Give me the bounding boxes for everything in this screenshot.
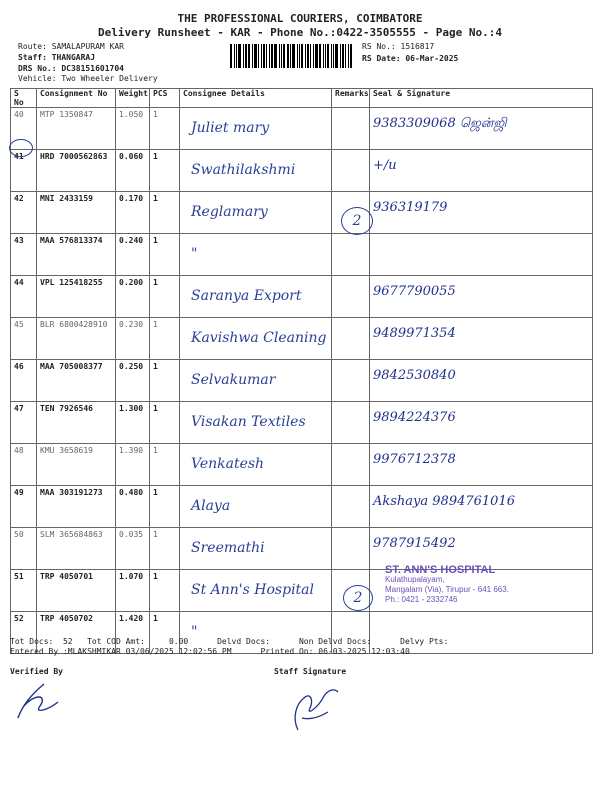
weight-cell: 0.060 — [116, 150, 150, 192]
verifier-signature — [14, 680, 64, 722]
consignee-cell — [180, 570, 332, 612]
consignee-cell — [180, 318, 332, 360]
seal-signature: 9677790055 — [373, 284, 456, 299]
sno-cell: 50 — [11, 528, 37, 570]
staff-label: Staff: THANGARAJ — [18, 53, 96, 62]
barcode-bar — [313, 44, 314, 68]
barcode-bar — [327, 44, 329, 68]
sno-cell: 43 — [11, 234, 37, 276]
barcode-bar — [310, 44, 311, 68]
seal-signature: 9787915492 — [373, 536, 456, 551]
vehicle-label: Vehicle: Two Wheeler Delivery — [18, 74, 158, 83]
barcode-bar — [263, 44, 265, 68]
consignment-cell: MAA 303191273 — [37, 486, 116, 528]
weight-cell: 0.200 — [116, 276, 150, 318]
sno-cell: 42 — [11, 192, 37, 234]
column-header: PCS — [150, 89, 180, 108]
document-subtitle: Delivery Runsheet - KAR - Phone No.:0422-3505555 - Page No.:4 — [98, 26, 502, 39]
consignment-cell: HRD 7000562863 — [37, 150, 116, 192]
consignment-cell: MTP 1350847 — [37, 108, 116, 150]
weight-cell: 0.240 — [116, 234, 150, 276]
seal-signature-cell — [370, 318, 593, 360]
barcode-bar — [254, 44, 257, 68]
barcode-bar — [333, 44, 334, 68]
remarks-cell — [332, 528, 370, 570]
stamp-line: Kulathupalayam, — [385, 575, 445, 584]
barcode-bar — [230, 44, 232, 68]
consignment-cell: MAA 705008377 — [37, 360, 116, 402]
seal-signature: 9976712378 — [373, 452, 456, 467]
barcode-bar — [342, 44, 344, 68]
sno-cell: 48 — [11, 444, 37, 486]
remark-mark: 2 — [341, 207, 373, 235]
column-header: Remarks — [332, 89, 370, 108]
barcode-bar — [281, 44, 282, 68]
consignee-name: Venkatesh — [191, 456, 265, 472]
consignee-name: Reglamary — [191, 204, 268, 220]
consignee-cell — [180, 360, 332, 402]
seal-signature-cell — [370, 402, 593, 444]
consignee-cell — [180, 150, 332, 192]
consignee-name: " — [191, 624, 198, 640]
table-row — [11, 486, 593, 528]
remark-mark: 2 — [343, 585, 373, 611]
consignee-name: Saranya Export — [191, 288, 302, 304]
pcs-cell: 1 — [150, 234, 180, 276]
remarks-cell — [332, 360, 370, 402]
consignee-cell — [180, 108, 332, 150]
remarks-cell — [332, 486, 370, 528]
remarks-cell — [332, 444, 370, 486]
barcode-bar — [301, 44, 303, 68]
barcode-bar — [297, 44, 298, 68]
weight-cell: 1.420 — [116, 612, 150, 654]
sno-cell: 40 — [11, 108, 37, 150]
barcode-bar — [234, 44, 235, 68]
seal-signature-cell — [370, 150, 593, 192]
rs-date: RS Date: 06-Mar-2025 — [362, 54, 459, 63]
weight-cell: 0.170 — [116, 192, 150, 234]
table-row — [11, 192, 593, 234]
barcode-bar — [348, 44, 349, 68]
barcode-bar — [269, 44, 270, 68]
barcode-bar — [287, 44, 289, 68]
barcode-bar — [258, 44, 259, 68]
drs-number: DRS No.: DC38151601704 — [18, 64, 124, 73]
stamp-line: Ph.: 0421 - 2332746 — [385, 595, 458, 604]
barcode-bar — [283, 44, 285, 68]
weight-cell: 1.050 — [116, 108, 150, 150]
consignment-cell: TRP 4050702 — [37, 612, 116, 654]
remarks-cell — [332, 108, 370, 150]
pcs-cell: 1 — [150, 150, 180, 192]
consignment-cell: VPL 125418255 — [37, 276, 116, 318]
consignee-name: Visakan Textiles — [191, 414, 306, 430]
hospital-stamp — [385, 565, 535, 605]
weight-cell: 0.480 — [116, 486, 150, 528]
table-row — [11, 276, 593, 318]
barcode-bar — [245, 44, 247, 68]
column-header: Consignee Details — [180, 89, 332, 108]
barcode-bar — [252, 44, 253, 68]
pcs-cell: 1 — [150, 570, 180, 612]
table-row — [11, 528, 593, 570]
totals-line: Tot Docs: 52 Tot COD Amt: 0.00 Delvd Docs: Non Delvd Docs: Delvy Pts: — [10, 637, 449, 646]
stamp-line: Mangalam (Via), Tirupur - 641 663. — [385, 585, 509, 594]
seal-signature: 9383309068 ஜென்ஜி — [373, 116, 507, 131]
table-row — [11, 402, 593, 444]
weight-cell: 1.390 — [116, 444, 150, 486]
pcs-cell: 1 — [150, 360, 180, 402]
column-header: Seal & Signature — [370, 89, 593, 108]
pcs-cell: 1 — [150, 402, 180, 444]
barcode-bar — [243, 44, 244, 68]
consignee-name: St Ann's Hospital — [191, 582, 315, 598]
document-title: THE PROFESSIONAL COURIERS, COIMBATORE — [177, 12, 423, 25]
barcode-bar — [335, 44, 338, 68]
seal-signature-cell — [370, 192, 593, 234]
table-row — [11, 234, 593, 276]
sno-cell: 51 — [11, 570, 37, 612]
barcode-bar — [290, 44, 291, 68]
sno-cell: 45 — [11, 318, 37, 360]
pcs-cell: 1 — [150, 192, 180, 234]
barcode — [230, 44, 358, 68]
consignee-cell — [180, 444, 332, 486]
column-header: S No — [11, 89, 37, 108]
consignment-cell: KMU 3658619 — [37, 444, 116, 486]
barcode-bar — [274, 44, 277, 68]
pcs-cell: 1 — [150, 276, 180, 318]
weight-cell: 0.230 — [116, 318, 150, 360]
seal-signature: 9894224376 — [373, 410, 456, 425]
consignee-cell — [180, 276, 332, 318]
route-label: Route: SAMALAPURAM KAR — [18, 42, 124, 51]
consignee-cell — [180, 528, 332, 570]
weight-cell: 1.070 — [116, 570, 150, 612]
barcode-bar — [292, 44, 295, 68]
sno-cell: 41 — [11, 150, 37, 192]
seal-signature: Akshaya 9894761016 — [373, 494, 515, 509]
pcs-cell: 1 — [150, 612, 180, 654]
consignee-name: Juliet mary — [191, 120, 270, 136]
consignment-cell: TEN 7926546 — [37, 402, 116, 444]
stamp-name: ST. ANN'S HOSPITAL — [385, 564, 496, 576]
table-row — [11, 150, 593, 192]
table-row — [11, 360, 593, 402]
consignee-name: " — [191, 246, 198, 262]
pcs-cell: 1 — [150, 318, 180, 360]
weight-cell: 1.300 — [116, 402, 150, 444]
barcode-bar — [350, 44, 352, 68]
sno-cell: 49 — [11, 486, 37, 528]
consignment-cell: TRP 4050701 — [37, 570, 116, 612]
pcs-cell: 1 — [150, 108, 180, 150]
seal-signature: 936319179 — [373, 200, 448, 215]
barcode-bar — [305, 44, 306, 68]
barcode-bar — [345, 44, 346, 68]
table-row — [11, 108, 593, 150]
consignment-cell: MAA 576813374 — [37, 234, 116, 276]
remarks-cell — [332, 402, 370, 444]
barcode-bar — [261, 44, 262, 68]
verified-by-label: Verified By — [10, 667, 63, 676]
circled-row-marker — [9, 139, 33, 157]
weight-cell: 0.035 — [116, 528, 150, 570]
sno-cell: 46 — [11, 360, 37, 402]
barcode-bar — [238, 44, 241, 68]
seal-signature: 9489971354 — [373, 326, 456, 341]
consignee-cell — [180, 486, 332, 528]
sno-cell: 44 — [11, 276, 37, 318]
barcode-bar — [315, 44, 318, 68]
barcode-bar — [248, 44, 250, 68]
seal-signature-cell — [370, 360, 593, 402]
consignee-cell — [180, 192, 332, 234]
seal-signature-cell — [370, 234, 593, 276]
barcode-bar — [236, 44, 237, 68]
barcode-bar — [279, 44, 280, 68]
pcs-cell: 1 — [150, 486, 180, 528]
seal-signature-cell — [370, 276, 593, 318]
weight-cell: 0.250 — [116, 360, 150, 402]
staff-signature — [284, 678, 344, 734]
barcode-bar — [266, 44, 267, 68]
consignment-cell: MNI 2433159 — [37, 192, 116, 234]
rs-number: RS No.: 1516817 — [362, 42, 435, 51]
barcode-bar — [331, 44, 332, 68]
consignment-cell: SLM 365684863 — [37, 528, 116, 570]
barcode-bar — [307, 44, 309, 68]
consignee-name: Sreemathi — [191, 540, 265, 556]
remarks-cell — [332, 234, 370, 276]
seal-signature-cell — [370, 108, 593, 150]
barcode-bar — [299, 44, 300, 68]
remarks-cell — [332, 276, 370, 318]
consignee-name: Alaya — [191, 498, 231, 514]
column-header: Weight — [116, 89, 150, 108]
entered-by-line: Entered By :MLAKSHMIKAR 03/06/2025 12:02:56 PM Printed On: 06-03-2025 12:03:40 — [10, 647, 410, 656]
consignee-cell — [180, 402, 332, 444]
pcs-cell: 1 — [150, 528, 180, 570]
sno-cell: 47 — [11, 402, 37, 444]
seal-signature: 9842530840 — [373, 368, 456, 383]
seal-signature-cell — [370, 444, 593, 486]
staff-signature-label: Staff Signature — [274, 667, 347, 676]
seal-signature-cell — [370, 486, 593, 528]
barcode-bar — [319, 44, 321, 68]
remarks-cell — [332, 318, 370, 360]
table-row — [11, 318, 593, 360]
column-header: Consignment No — [37, 89, 116, 108]
barcode-bar — [340, 44, 341, 68]
barcode-bar — [271, 44, 273, 68]
consignment-cell: BLR 6800428910 — [37, 318, 116, 360]
barcode-bar — [323, 44, 324, 68]
barcode-bar — [325, 44, 326, 68]
pcs-cell: 1 — [150, 444, 180, 486]
seal-signature: +/u — [373, 158, 397, 173]
consignee-cell — [180, 234, 332, 276]
table-row — [11, 444, 593, 486]
table-header-row — [11, 89, 593, 108]
sno-cell: 52 — [11, 612, 37, 654]
consignee-name: Swathilakshmi — [191, 162, 296, 178]
consignee-name: Kavishwa Cleaning — [191, 330, 327, 346]
remarks-cell — [332, 150, 370, 192]
consignee-name: Selvakumar — [191, 372, 276, 388]
